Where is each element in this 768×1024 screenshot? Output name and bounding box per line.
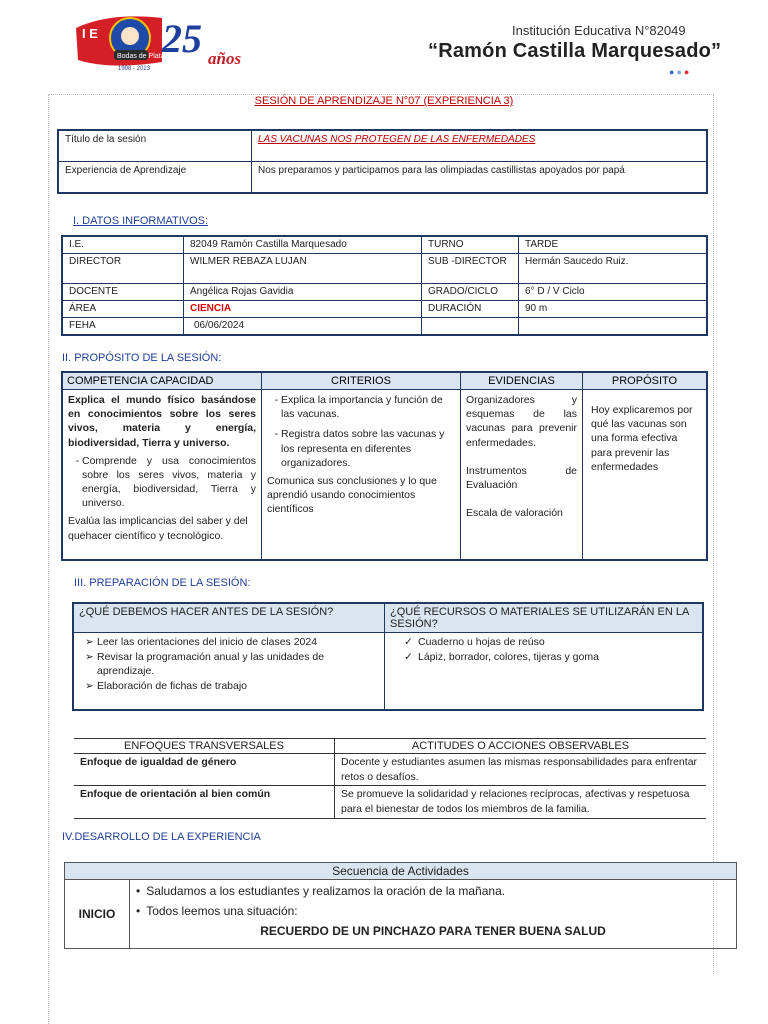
criterio-2: - Registra datos sobre las vacunas y los representa en diferentes organizadores. [281,427,455,470]
duracion-label: DURACIÓN [422,301,519,318]
subdirector-value: Hermán Saucedo Ruiz. [519,254,708,284]
title-value: LAS VACUNAS NOS PROTEGEN DE LAS ENFERMEDADES [252,130,708,162]
proposito-table [61,371,708,561]
inicio-label: INICIO [65,880,130,949]
datos-heading: I. DATOS INFORMATIVOS: [73,215,209,227]
criterio-1: - Explica la importancia y función de las vacunas. [281,393,455,421]
svg-text:años: años [208,49,242,68]
turno-label: TURNO [422,236,519,254]
director-value: WILMER REBAZA LUJAN [184,254,422,284]
evidencia-3: Escala de valoración [466,507,563,520]
desarrollo-table [64,862,737,949]
competencia-text: Explica el mundo físico basándose en conocimientos sobre los seres vivos, materia y energía, biodiversidad, Tierra y universo. [68,394,256,449]
inicio-item: • Saludamos a los estudiantes y realizamos la oración de la mañana. [136,884,730,898]
svg-text:Bodas de Plata: Bodas de Plata [117,53,165,60]
criterio-3: Comunica sus conclusiones y lo que aprendió usando conocimientos científicos [267,474,437,516]
docente-value: Angélica Rojas Gavidia [184,284,422,301]
institution-name: “Ramón Castilla Marquesado” [428,40,722,62]
institution-number: Institución Educativa N°82049 [512,23,686,38]
experience-value: Nos preparamos y participamos para las olimpiadas castillistas apoyados por papá [252,162,708,194]
area-label: ÁREA [62,301,184,318]
fecha-label: FEHA [62,318,184,336]
evidencias-cell [461,390,583,560]
page-frame-right [713,94,714,974]
director-label: DIRECTOR [62,254,184,284]
situacion-title: RECUERDO DE UN PINCHAZO PARA TENER BUENA SALUD [260,924,606,938]
area-value: CIENCIA [184,301,422,318]
svg-text:1998 - 2023: 1998 - 2023 [118,66,151,72]
col-proposito: PROPÓSITO [583,372,708,390]
title-label: Título de la sesión [58,130,252,162]
col-antes: ¿QUÉ DEBEMOS HACER ANTES DE LA SESIÓN? [73,603,385,633]
preparacion-table [72,602,704,711]
duracion-value: 90 m [519,301,708,318]
fecha-value: 06/06/2024 [184,318,422,336]
enfoques-table [74,738,706,819]
empty-cell [519,318,708,336]
actitud-1: Docente y estudiantes asumen las mismas responsabilidades para enfrentar retos o desafíos. [335,754,707,786]
col-recursos: ¿QUÉ RECURSOS O MATERIALES SE UTILIZARÁN EN LA SESIÓN? [385,603,704,633]
col-competencia: COMPETENCIA CAPACIDAD [62,372,262,390]
session-title: SESIÓN DE APRENDIZAJE N°07 (EXPERIENCIA 3) [254,95,514,107]
grado-label: GRADO/CICLO [422,284,519,301]
turno-value: TARDE [519,236,708,254]
col-criterios: CRITERIOS [262,372,461,390]
secuencia-header: Secuencia de Actividades [65,863,737,880]
col-actitudes: ACTITUDES O ACCIONES OBSERVABLES [335,739,707,754]
enfoque-2: Enfoque de orientación al bien común [74,786,335,818]
grado-value: 6° D / V Ciclo [519,284,708,301]
desarrollo-heading: IV.DESARROLLO DE LA EXPERIENCIA [62,831,261,843]
col-evidencias: EVIDENCIAS [461,372,583,390]
competencia-cell [62,390,262,560]
enfoque-1: Enfoque de igualdad de género [74,754,335,786]
criterios-cell [262,390,461,560]
recursos-cell [385,633,704,711]
svg-text:I E: I E [82,26,98,41]
proposito-heading: II. PROPÓSITO DE LA SESIÓN: [62,352,222,364]
proposito-cell [583,390,708,560]
school-logo [70,10,255,74]
antes-cell [73,633,385,711]
proposito-text: Hoy explicaremos por qué las vacunas son una forma efectiva para prevenir las enfermedades [591,404,693,473]
empty-cell [422,318,519,336]
antes-item: ➢ Elaboración de fichas de trabajo [97,679,379,694]
inicio-content [130,880,737,949]
recurso-item: ✓ Lápiz, borrador, colores, tijeras y goma [418,650,697,665]
recurso-item: ✓ Cuaderno u hojas de reúso [418,635,697,650]
inicio-item: • Todos leemos una situación: [136,904,730,918]
page-frame-left [48,94,49,1024]
ie-value: 82049 Ramón Castilla Marquesado [184,236,422,254]
experience-label: Experiencia de Aprendizaje [58,162,252,194]
col-enfoques: ENFOQUES TRANSVERSALES [74,739,335,754]
decorative-dots: ●●● [669,67,692,77]
antes-item: ➢ Revisar la programación anual y las unidades de aprendizaje. [97,650,379,679]
evidencia-2: Instrumentos de Evaluación [466,464,577,491]
capacidad-2: Evalúa las implicancias del saber y del quehacer científico y tecnológico. [68,515,248,542]
evidencia-1: Organizadores y esquemas de las vacunas para prevenir enfermedades. [466,394,577,449]
capacidad-1: - Comprende y usa conocimientos sobre los seres vivos, materia y energía, biodiversidad, Tierra y universo. [82,454,256,511]
datos-table [61,235,708,336]
ie-label: I.E. [62,236,184,254]
antes-item: ➢ Leer las orientaciones del inicio de clases 2024 [97,635,379,650]
subdirector-label: SUB -DIRECTOR [422,254,519,284]
preparacion-heading: III. PREPARACIÓN DE LA SESIÓN: [74,577,251,589]
svg-text:25: 25 [162,16,202,61]
docente-label: DOCENTE [62,284,184,301]
actitud-2: Se promueve la solidaridad y relaciones recíprocas, afectivas y respetuosa para el bienestar de todos los miembros de la familia. [335,786,707,818]
session-summary-table [57,129,708,194]
